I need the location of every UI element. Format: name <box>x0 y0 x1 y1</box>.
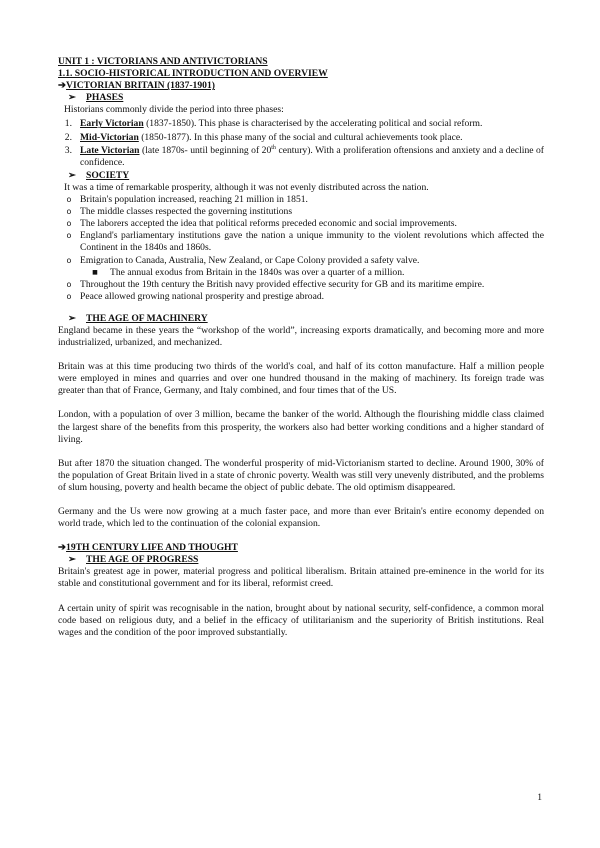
phase-item: 1. Early Victorian (1837-1850). This phase is characterised by the accelerating political and social reform. <box>64 118 483 130</box>
right-arrow-icon: ➔ <box>58 542 67 554</box>
list-item: o The middle classes respected the governing institutions <box>58 206 544 218</box>
machinery-paragraph: Germany and the Us were now growing at a much faster pace, and more than ever Britain's entire economy depended on world trade, which led to the continuation of the colonial expansion. <box>58 506 544 530</box>
section-title: 1.1. SOCIO-HISTORICAL INTRODUCTION AND OVERVIEW <box>58 68 328 80</box>
phase-item: 2. Mid-Victorian (1850-1877). In this phase many of the social and cultural achievements took place. <box>64 131 463 143</box>
hollow-circle-bullet: o <box>66 255 72 265</box>
document-page <box>58 56 544 639</box>
progress-paragraph: Britain's greatest age in power, material progress and political liberalism. Britain attained pre-eminence in the world for its stable and constitutional government and for its liberal, reformist creed. <box>58 566 544 590</box>
list-item: o Peace allowed growing national prosperity and prestige abroad. <box>58 291 544 303</box>
square-bullet: ■ <box>92 268 98 276</box>
victorian-britain-heading: ➔VICTORIAN BRITAIN (1837-1901) <box>58 80 215 92</box>
phases-list <box>58 118 544 168</box>
progress-paragraph: A certain unity of spirit was recognisable in the nation, brought about by national security, self-confidence, a common moral code based on religious duty, and a belief in the efficacy of utilitarianism and the superiority of British institutions. Real wages and the condition of the poor improved substantially. <box>58 602 544 638</box>
chevron-right-icon: ➢ <box>68 169 77 181</box>
machinery-paragraph: But after 1870 the situation changed. The wonderful prosperity of mid-Victorianism started to decline. Around 1900, 30% of the population of Great Britain lived in a state of chronic poverty. Wealth was still very unevenly distributed, and the problems of slum housing, poverty and health became the object of public debate. The old optimism disappeared. <box>58 457 544 493</box>
hollow-circle-bullet: o <box>66 291 72 301</box>
list-item: o Emigration to Canada, Australia, New Zealand, or Cape Colony provided a safety valve. <box>58 255 544 267</box>
phases-heading: ➢ PHASES <box>68 92 124 104</box>
list-subitem: ■ The annual exodus from Britain in the 1840s was over a quarter of a million. <box>58 267 544 279</box>
hollow-circle-bullet: o <box>66 219 72 229</box>
hollow-circle-bullet: o <box>66 207 72 217</box>
hollow-circle-bullet: o <box>66 279 72 289</box>
society-heading: ➢ SOCIETY <box>68 169 130 181</box>
hollow-circle-bullet: o <box>66 231 72 241</box>
list-item: o The laborers accepted the idea that political reforms preceded economic and social improvements. <box>58 218 544 230</box>
unit-title: UNIT 1 : VICTORIANS AND ANTIVICTORIANS <box>58 56 268 67</box>
list-item: o Britain's population increased, reaching 21 million in 1851. <box>58 194 544 206</box>
machinery-paragraph: London, with a population of over 3 million, became the banker of the world. Although the flourishing middle class claimed the largest share of the benefits from this prosperity, the workers also had better working conditions and a higher standard of living. <box>58 409 544 445</box>
hollow-circle-bullet: o <box>66 195 72 205</box>
life-thought-heading: ➔19TH CENTURY LIFE AND THOUGHT <box>58 542 238 554</box>
page-number: 1 <box>537 792 542 803</box>
society-intro: It was a time of remarkable prosperity, although it was not evenly distributed across the nation. <box>64 181 429 193</box>
right-arrow-icon: ➔ <box>58 80 67 92</box>
machinery-heading: ➢ THE AGE OF MACHINERY <box>68 312 208 324</box>
society-list <box>58 194 544 303</box>
chevron-right-icon: ➢ <box>68 554 77 566</box>
phase-item: 3. Late Victorian (late 1870s- until beginning of 20th century). With a proliferation oftensions and anxiety and a decline of confidence. <box>64 144 544 168</box>
chevron-right-icon: ➢ <box>68 92 77 104</box>
phases-intro: Historians commonly divide the period into three phases: <box>64 104 284 116</box>
list-item: o England's parliamentary institutions gave the nation a unique immunity to the violent revolutions which affected the Continent in the 1840s and 1860s. <box>58 230 544 254</box>
list-item: o Throughout the 19th century the British navy provided effective security for GB and its maritime empire. <box>58 279 544 291</box>
machinery-paragraph: Britain was at this time producing two thirds of the world's coal, and half of its cotton manufacture. Half a million people were employed in mines and quarries and over one hundred thousand in the making of machinery. Its foreign trade was greater than that of France, Germany, and Italy combined, and four times that of the US. <box>58 361 544 397</box>
chevron-right-icon: ➢ <box>68 312 77 324</box>
machinery-paragraph: England became in these years the “workshop of the world”, increasing exports dramatically, and becoming more and more industrialized, urbanized, and mechanized. <box>58 324 544 349</box>
progress-heading: ➢ THE AGE OF PROGRESS <box>68 554 199 566</box>
